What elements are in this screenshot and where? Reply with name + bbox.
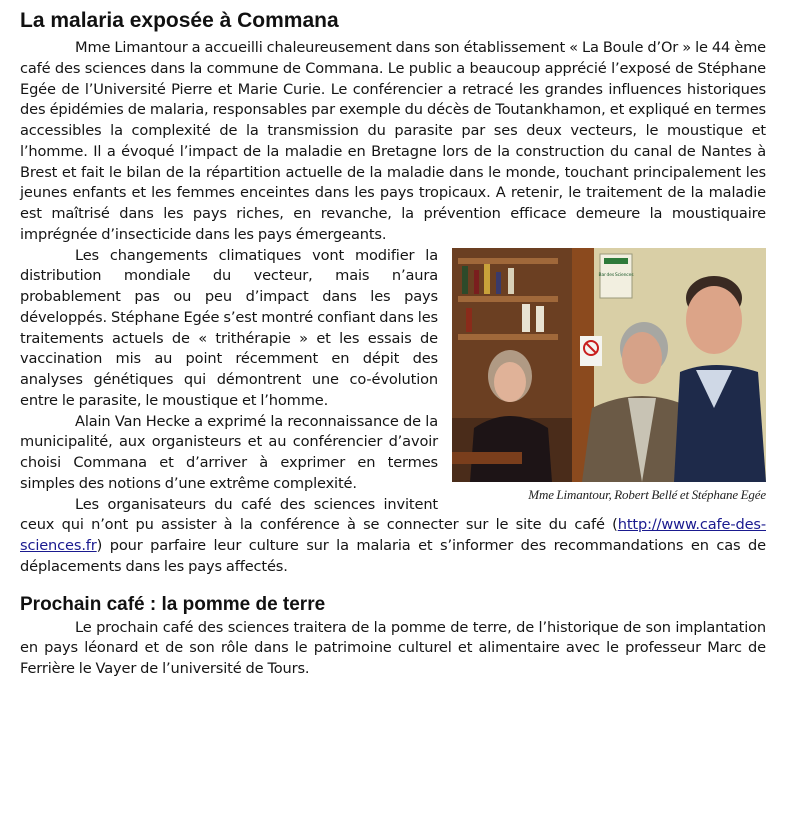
- photo-figure: [452, 248, 766, 504]
- paragraph-website-text-before: Les organisateurs du café des sciences invitent ceux qui n’ont pu assister à la conférence à se connecter sur le site du café (: [20, 495, 618, 534]
- paragraph-next-cafe: [20, 618, 766, 680]
- paragraph-website: [20, 495, 766, 578]
- paragraph-intro: [20, 38, 766, 246]
- next-cafe-title: Prochain café : la pomme de terre: [20, 593, 326, 615]
- article-body: [20, 38, 766, 578]
- next-cafe-body: [20, 618, 766, 680]
- cafe-website-link[interactable]: http://www.cafe-des-sciences.fr: [20, 516, 766, 554]
- paragraph-website-text-after: ) pour parfaire leur culture sur la malaria et s’informer des recommandations en cas de déplacements dans les pays affectés.: [20, 537, 766, 575]
- article-page: [20, 0, 766, 680]
- sign-text: Bar des Sciences: [598, 272, 634, 278]
- paragraph-thanks-text: Alain Van Hecke a exprimé la reconnaissance de la municipalité, aux organisteurs et au conférencier d’avoir choisi Commana et d’arriver à exprimer en termes simples des notions d’une extrême complexité.: [20, 412, 438, 492]
- section-spacer: [20, 578, 766, 592]
- article-title: La malaria exposée à Commana: [20, 9, 339, 32]
- photo-caption: Mme Limantour, Robert Bellé et Stéphane Egée: [528, 486, 766, 502]
- paragraph-intro-text: Mme Limantour a accueilli chaleureusement dans son établissement « La Boule d’Or » le 44 ème café des sciences dans la commune de Commana. Le public a beaucoup apprécié l’exposé de Stéphane Egée de l’Université Pierre et Marie Curie. Le conférencier a retracé les grandes influences historiques des épidémies de malaria, responsables par exemple du décès de Toutankhamon, et expliqué en termes accessibles la complexité de la transmission du parasite par ses deux vecteurs, le moustique et l’homme. Il a évoqué l’impact de la maladie en Bretagne lors de la construction du canal de Nantes à Brest et fait le bilan de la répartition actuelle de la maladie dans le monde, touchant principalement les jeunes enfants et les femmes enceintes dans les pays tropicaux. A retenir, le traitement de la maladie est maîtrisé dans les pays riches, en revanche, la prévention efficace demeure la moustiquaire imprégnée d’insecticide dans les pays émergeants.: [20, 39, 766, 243]
- cafe-photo: [452, 248, 766, 482]
- paragraph-next-cafe-text: Le prochain café des sciences traitera de la pomme de terre, de l’historique de son implantation en pays léonard et de son rôle dans le patrimoine culturel et alimentaire avec le professeur Marc de Ferrière le Vayer de l’université de Tours.: [20, 618, 766, 677]
- paragraph-climate-text: Les changements climatiques vont modifier la distribution mondiale du vecteur, mais n’aura probablement pas ou peu d’impact dans les pays développés. Stéphane Egée s’est montré confiant dans les traitements actuels de « trithérapie » et les essais de vaccination mis au point récemment en dépit des analyses génétiques qui démontrent une co-évolution entre le parasite, le moustique et l’homme.: [20, 246, 438, 409]
